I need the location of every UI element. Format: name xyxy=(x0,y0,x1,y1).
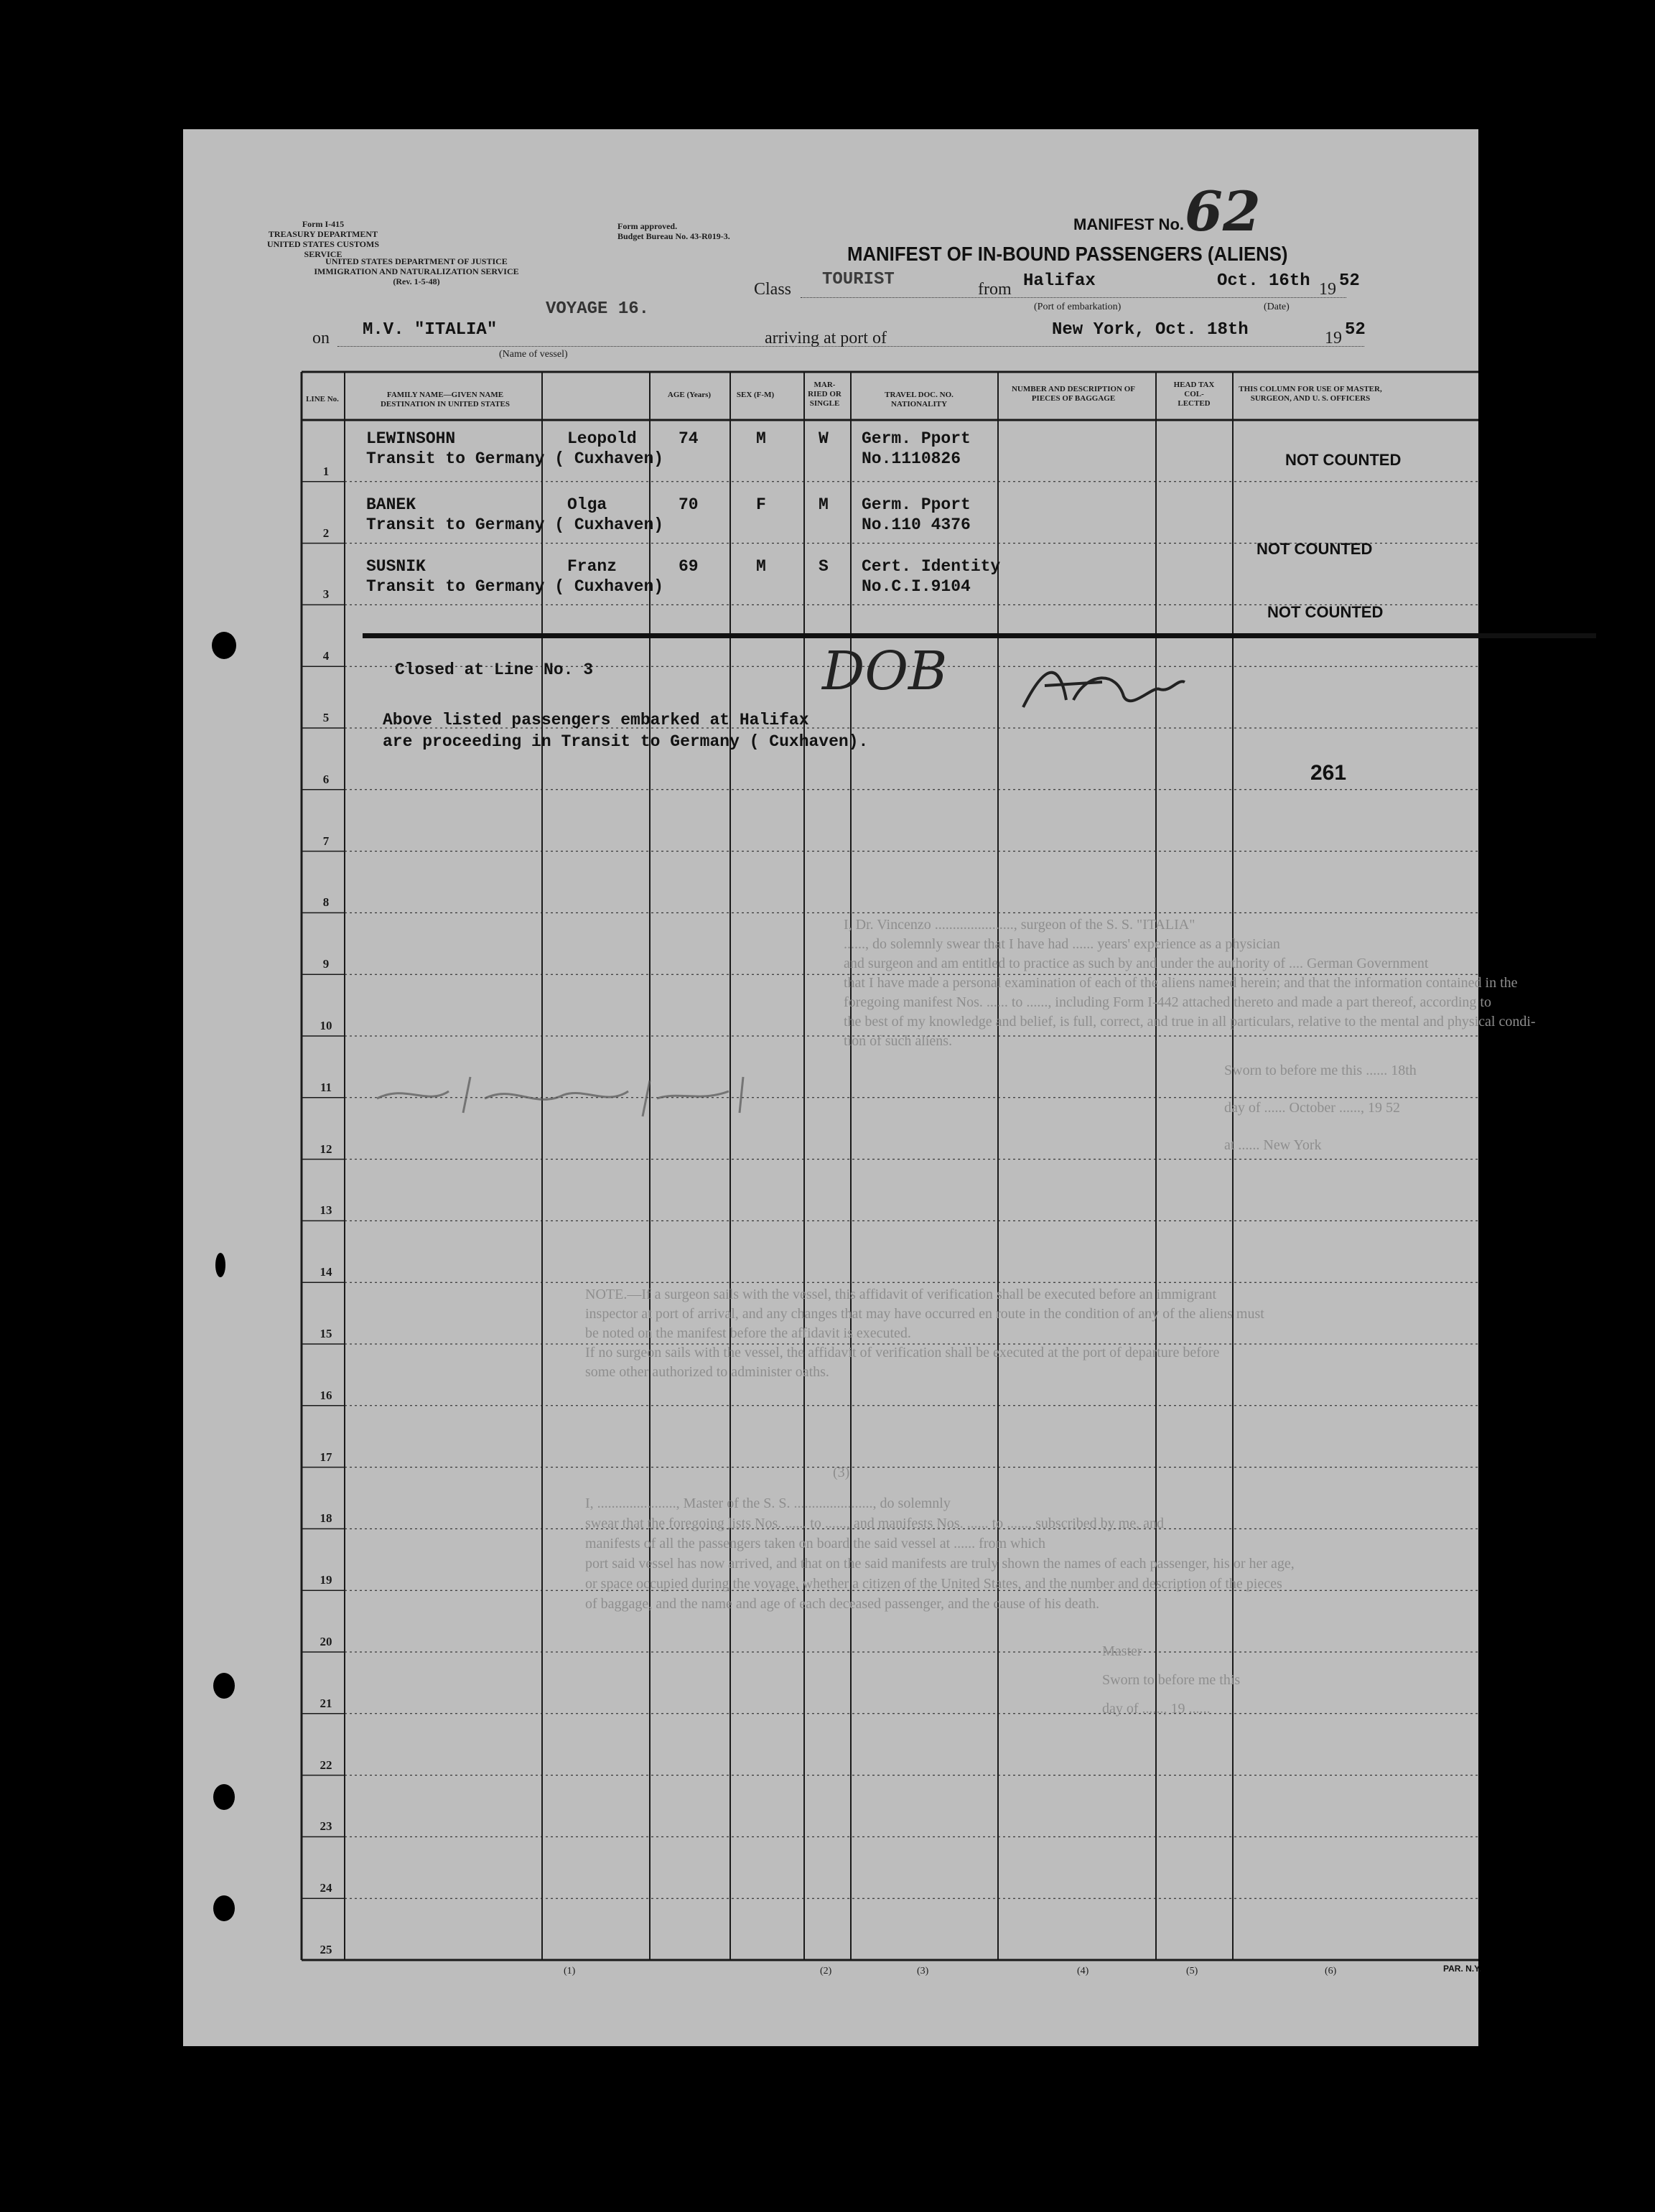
line-number: 20 xyxy=(320,1635,332,1648)
line-number: 22 xyxy=(320,1758,332,1772)
vessel-caption: (Name of vessel) xyxy=(499,349,568,360)
master-sworn: Sworn to before me this xyxy=(1102,1672,1241,1688)
punch-hole xyxy=(212,632,236,659)
customs-service: UNITED STATES CUSTOMS SERVICE xyxy=(266,239,380,259)
passenger-1-marital: W xyxy=(819,429,829,448)
remark-line-1: Above listed passengers embarked at Halifax xyxy=(383,711,809,729)
arrival-port: New York, Oct. 18th xyxy=(1052,320,1249,340)
surgeon-line-5: foregoing manifest Nos. ...... to ......, including Form I-442 attached thereto and made a part thereof, according to xyxy=(844,994,1491,1010)
surgeon-affidavit xyxy=(844,915,1536,1051)
master-day: day of ......, 19 ...... xyxy=(1102,1701,1211,1717)
passenger-2-destination: Transit to Germany ( Cuxhaven) xyxy=(366,515,664,534)
col-number-2: (2) xyxy=(820,1966,832,1977)
manifest-page xyxy=(183,129,1536,2046)
header-officers-use: THIS COLUMN FOR USE OF MASTER, SURGEON, AND U. S. OFFICERS xyxy=(1239,385,1382,403)
closed-at-line: Closed at Line No. 3 xyxy=(395,661,594,679)
passenger-3-note: NOT COUNTED xyxy=(1267,603,1384,621)
line-number: 2 xyxy=(322,526,330,540)
punch-hole xyxy=(213,1895,235,1921)
remark-line-2: are proceeding in Transit to Germany ( Cuxhaven). xyxy=(383,732,869,751)
surgeon-line-4: that I have made a personal examination of each of the aliens named herein; and that the information contained in the xyxy=(844,975,1518,991)
ins-line: IMMIGRATION AND NATURALIZATION SERVICE xyxy=(314,266,519,276)
col-number-4: (4) xyxy=(1077,1966,1089,1977)
note-line-5: some other authorized to administer oaths. xyxy=(585,1364,829,1380)
surgeon-at: at ...... New York xyxy=(1224,1137,1322,1153)
passenger-2-sex: F xyxy=(756,495,766,514)
surgeon-note xyxy=(585,1285,1264,1382)
passenger-3-doc-number: No.C.I.9104 xyxy=(862,577,971,596)
passenger-3-given: Franz xyxy=(567,557,617,576)
col-number-6: (6) xyxy=(1325,1966,1337,1977)
embark-date: Oct. 16th xyxy=(1217,271,1310,291)
form-revision: (Rev. 1-5-48) xyxy=(393,276,440,286)
master-line-1: I, ......................, Master of the S. S. ......................, do solemnly xyxy=(585,1495,951,1511)
year-prefix: 19 xyxy=(1319,280,1336,299)
note-line-1: NOTE.—If a surgeon sails with the vessel, this affidavit of verification shall be executed before an immigrant xyxy=(585,1287,1217,1302)
manifest-title: MANIFEST OF IN-BOUND PASSENGERS (ALIENS) xyxy=(847,243,1288,265)
master-section-number: (3) xyxy=(833,1465,850,1480)
master-line-5: or space occupied during the voyage, whether a citizen of the United States, and the number and description of the pieces xyxy=(585,1576,1282,1592)
line-number: 17 xyxy=(320,1450,332,1464)
line-number: 18 xyxy=(320,1511,332,1526)
surgeon-line-6: the best of my knowledge and belief, is full, correct, and true in all particulars, relative to the mental and physical condi- xyxy=(844,1014,1536,1030)
line-number: 15 xyxy=(320,1327,332,1340)
vessel-name: M.V. "ITALIA" xyxy=(363,320,498,340)
line-number: 5 xyxy=(322,711,330,724)
header-sex: SEX (F-M) xyxy=(736,391,775,399)
col-number-3: (3) xyxy=(917,1966,929,1977)
date-caption: (Date) xyxy=(1264,302,1290,312)
line-number: 10 xyxy=(320,1019,332,1032)
master-line-3: manifests of all the passengers taken on board the said vessel at ...... from which xyxy=(585,1536,1045,1551)
passenger-2-note: NOT COUNTED xyxy=(1257,540,1373,558)
master-line-4: port said vessel has now arrived, and that on the said manifests are truly shown the names of each passenger, his or her age, xyxy=(585,1556,1295,1572)
on-label: on xyxy=(312,329,330,347)
arrival-year: 19 xyxy=(1325,329,1342,347)
surgeon-line-2: ......, do solemnly swear that I have had ...... years' experience as a physician xyxy=(844,936,1280,952)
master-line-6: of baggage, and the name and age of each deceased passenger, and the cause of his death. xyxy=(585,1596,1100,1612)
note-line-4: If no surgeon sails with the vessel, the affidavit of verification shall be executed at the port of departure before xyxy=(585,1345,1220,1361)
passenger-1-doc-number: No.1110826 xyxy=(862,449,961,468)
inspector-signature xyxy=(1016,657,1188,725)
line-number: 1 xyxy=(322,464,330,478)
passenger-3-surname: SUSNIK xyxy=(366,557,426,576)
line-number: 13 xyxy=(320,1203,332,1218)
from-value: Halifax xyxy=(1023,271,1096,291)
line-number: 6 xyxy=(322,772,330,786)
header-age: AGE (Years) xyxy=(667,391,712,399)
line-number: 12 xyxy=(320,1142,332,1156)
line-number: 3 xyxy=(322,587,330,602)
line-number: 24 xyxy=(320,1881,332,1895)
passenger-1-doc: Germ. Pport xyxy=(862,429,971,448)
note-line-2: inspector at port of arrival, and any changes that may have occurred en route in the condition of any of the aliens must xyxy=(585,1306,1264,1322)
class-label: Class xyxy=(754,280,792,299)
header-married: MAR-RIED OR SINGLE xyxy=(808,381,842,408)
stamp-number: 261 xyxy=(1310,761,1347,785)
year-value: 52 xyxy=(1339,271,1360,291)
passenger-2-given: Olga xyxy=(567,495,607,514)
arriving-label: arriving at port of xyxy=(765,329,887,347)
line-number: 4 xyxy=(322,649,330,663)
line-number: 9 xyxy=(322,957,330,971)
form-number: Form I-415 xyxy=(302,219,345,229)
passenger-2-doc-number: No.110 4376 xyxy=(862,515,971,534)
passenger-2-age: 70 xyxy=(679,495,699,514)
class-value: TOURIST xyxy=(822,270,895,289)
passenger-1-sex: M xyxy=(756,429,766,448)
header-name: FAMILY NAME—GIVEN NAME DESTINATION IN UNITED STATES xyxy=(380,391,511,409)
header-travel-doc: TRAVEL DOC. NO. NATIONALITY xyxy=(885,391,954,409)
from-label: from xyxy=(978,280,1012,299)
master-sworn-block xyxy=(1102,1637,1240,1723)
manifest-number-label: MANIFEST No. xyxy=(1073,215,1184,233)
passenger-2-marital: M xyxy=(819,495,829,514)
master-title: Master xyxy=(1102,1643,1142,1659)
surgeon-day: day of ...... October ......, 19 52 xyxy=(1224,1100,1400,1116)
passenger-2-doc: Germ. Pport xyxy=(862,495,971,514)
printer-mark: PAR. N.Y. xyxy=(1443,1964,1482,1974)
punch-hole xyxy=(213,1784,235,1810)
officer-initials: DOB xyxy=(822,640,948,702)
passenger-1-surname: LEWINSOHN xyxy=(366,429,456,448)
master-affidavit xyxy=(585,1493,1295,1614)
passenger-1-destination: Transit to Germany ( Cuxhaven) xyxy=(366,449,664,468)
line-number: 11 xyxy=(320,1080,332,1094)
passenger-1-given: Leopold xyxy=(567,429,637,448)
line-number: 23 xyxy=(320,1819,332,1834)
passenger-3-age: 69 xyxy=(679,557,699,576)
arrival-year-value: 52 xyxy=(1345,320,1366,340)
passenger-3-doc: Cert. Identity xyxy=(862,557,1001,576)
passenger-3-marital: S xyxy=(819,557,829,576)
passenger-3-destination: Transit to Germany ( Cuxhaven) xyxy=(366,577,664,596)
budget-bureau: Budget Bureau No. 43-R019-3. xyxy=(617,231,730,241)
surgeon-line-3: and surgeon and am entitled to practice as such by and under the authority of .... German Government xyxy=(844,956,1429,971)
line-number: 19 xyxy=(320,1573,332,1587)
voyage-number: VOYAGE 16. xyxy=(546,299,650,319)
justice-department: UNITED STATES DEPARTMENT OF JUSTICE xyxy=(325,256,508,266)
port-caption: (Port of embarkation) xyxy=(1034,302,1122,312)
treasury-department: TREASURY DEPARTMENT xyxy=(268,229,378,239)
col-number-5: (5) xyxy=(1186,1966,1198,1977)
surgeon-sworn: Sworn to before me this ...... 18th xyxy=(1224,1063,1417,1078)
manifest-number: 62 xyxy=(1185,179,1261,243)
line-number: 25 xyxy=(320,1943,332,1956)
punch-hole xyxy=(215,1253,225,1277)
surgeon-line-1: I, Dr. Vincenzo ......................, surgeon of the S. S. "ITALIA" xyxy=(844,917,1195,933)
header-baggage: NUMBER AND DESCRIPTION OF PIECES OF BAGGAGE xyxy=(1011,385,1136,403)
punch-hole xyxy=(213,1673,235,1699)
line-number: 21 xyxy=(320,1696,332,1710)
note-line-3: be noted on the manifest before the affidavit is executed. xyxy=(585,1325,911,1341)
passenger-1-note: NOT COUNTED xyxy=(1285,451,1402,469)
surgeon-line-7: tion of such aliens. xyxy=(844,1033,953,1049)
col-number-1: (1) xyxy=(564,1966,576,1977)
surgeon-sworn-block xyxy=(1224,1052,1417,1164)
header-line-no: LINE No. xyxy=(306,395,339,403)
header-head-tax: HEAD TAX COL-LECTED xyxy=(1173,381,1215,408)
form-approved: Form approved. xyxy=(617,221,678,231)
line-number: 14 xyxy=(320,1265,332,1279)
passenger-2-surname: BANEK xyxy=(366,495,416,514)
passenger-1-age: 74 xyxy=(679,429,699,448)
passenger-3-sex: M xyxy=(756,557,766,576)
line-number: 16 xyxy=(320,1388,332,1402)
faint-signature xyxy=(370,1070,801,1127)
master-line-2: swear that the foregoing lists Nos. ...... to ......, and manifests Nos. ...... to ......, subscribed by me, and xyxy=(585,1516,1164,1531)
line-number: 7 xyxy=(322,834,330,848)
closing-rule xyxy=(363,633,1596,638)
line-number: 8 xyxy=(322,895,330,910)
